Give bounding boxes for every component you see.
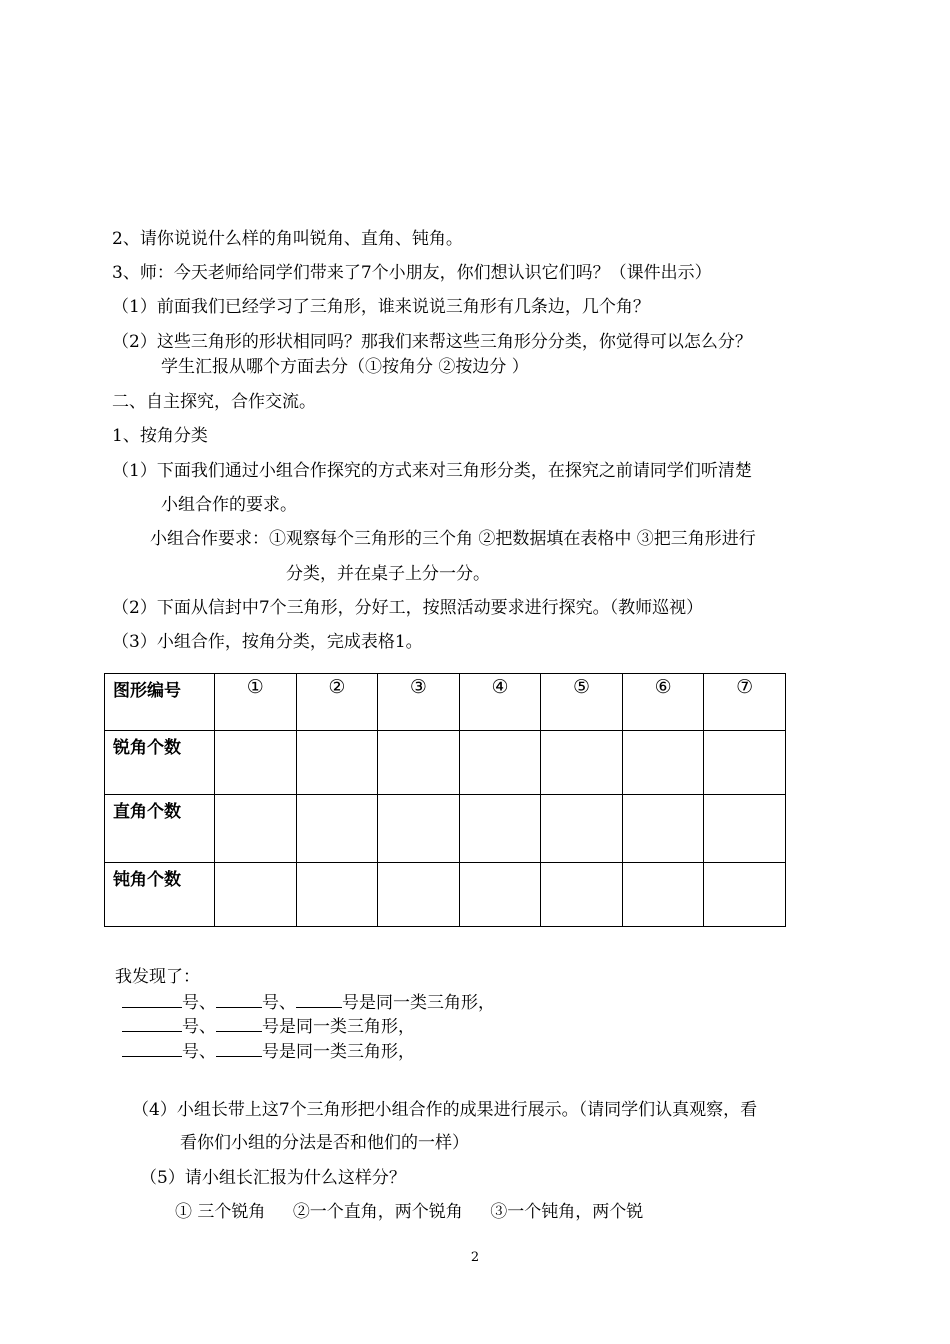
table-row-obtuse	[105, 863, 786, 927]
table-row-acute	[105, 731, 786, 795]
section-heading: 二、自主探究，合作交流。	[112, 392, 316, 412]
line-explore-1-cont: 小组合作的要求。	[161, 495, 297, 515]
line-show-4-cont: 看你们小组的分法是否和他们的一样）	[180, 1133, 469, 1153]
cell-row-label-right: 直角个数	[105, 795, 215, 863]
table-cell[interactable]	[296, 863, 378, 927]
hao-text: 号、	[182, 993, 216, 1013]
answer-3: ③一个钝角，两个锐	[490, 1202, 644, 1222]
table-cell[interactable]	[296, 795, 378, 863]
discovery-title: 我发现了：	[115, 967, 200, 987]
subsection-heading: 1、按角分类	[112, 426, 208, 446]
line-explore-1: （1）下面我们通过小组合作探究的方式来对三角形分类，在探究之前请同学们听清楚	[112, 461, 752, 481]
line-explore-3: （3）小组合作，按角分类，完成表格1。	[112, 632, 423, 652]
table-cell[interactable]	[459, 863, 541, 927]
line-3-teacher: 3、师：今天老师给同学们带来了7个小朋友，你们想认识它们吗？（课件出示）	[112, 263, 712, 283]
table-cell[interactable]	[459, 731, 541, 795]
discovery-line-1	[122, 991, 495, 1014]
discovery-line-3	[122, 1040, 415, 1063]
table-cell[interactable]	[215, 795, 297, 863]
table-cell[interactable]	[378, 731, 460, 795]
line-report: 学生汇报从哪个方面去分（①按角分 ②按边分 ）	[161, 357, 529, 377]
requirements: 小组合作要求：①观察每个三角形的三个角 ②把数据填在表格中 ③把三角形进行	[150, 529, 756, 549]
hao-end-text: 号是同一类三角形，	[262, 1042, 415, 1062]
table-cell[interactable]	[296, 731, 378, 795]
line-sub-2: （2）这些三角形的形状相同吗？那我们来帮这些三角形分分类，你觉得可以怎么分？	[112, 332, 752, 352]
blank-field[interactable]	[122, 991, 182, 1008]
line-explore-2: （2）下面从信封中7个三角形，分好工，按照活动要求进行探究。（教师巡视）	[112, 598, 704, 618]
cell-number-4: ④	[459, 674, 541, 731]
hao-end-text: 号是同一类三角形，	[342, 993, 495, 1013]
table-cell[interactable]	[704, 795, 786, 863]
table-cell[interactable]	[622, 795, 704, 863]
cell-number-2: ②	[296, 674, 378, 731]
line-report-5: （5）请小组长汇报为什么这样分？	[140, 1168, 406, 1188]
table-row-right	[105, 795, 786, 863]
cell-number-1: ①	[215, 674, 297, 731]
blank-field[interactable]	[216, 1040, 262, 1057]
cell-number-6: ⑥	[622, 674, 704, 731]
table-cell[interactable]	[215, 863, 297, 927]
table-cell[interactable]	[622, 731, 704, 795]
answer-2: ②一个直角，两个锐角	[292, 1202, 463, 1222]
line-show-4: （4）小组长带上这7个三角形把小组合作的成果进行展示。（请同学们认真观察，看	[132, 1100, 758, 1120]
hao-end-text: 号是同一类三角形，	[262, 1017, 415, 1037]
answers-line	[175, 1201, 643, 1223]
angle-table	[104, 673, 786, 927]
line-sub-1: （1）前面我们已经学习了三角形，谁来说说三角形有几条边，几个角？	[112, 297, 650, 317]
cell-header-label: 图形编号	[105, 674, 215, 731]
table-cell[interactable]	[459, 795, 541, 863]
line-2-question: 2、请你说说什么样的角叫锐角、直角、钝角。	[112, 229, 463, 249]
blank-field[interactable]	[216, 1015, 262, 1032]
requirements-cont: 分类，并在桌子上分一分。	[286, 564, 490, 584]
blank-field[interactable]	[216, 991, 262, 1008]
blank-field[interactable]	[122, 1015, 182, 1032]
hao-text: 号、	[182, 1042, 216, 1062]
blank-field[interactable]	[122, 1040, 182, 1057]
table-cell[interactable]	[704, 731, 786, 795]
cell-row-label-obtuse: 钝角个数	[105, 863, 215, 927]
cell-row-label-acute: 锐角个数	[105, 731, 215, 795]
hao-text: 号、	[182, 1017, 216, 1037]
table-cell[interactable]	[541, 795, 623, 863]
table-cell[interactable]	[541, 731, 623, 795]
table-cell[interactable]	[704, 863, 786, 927]
cell-number-3: ③	[378, 674, 460, 731]
page-number: 2	[470, 1250, 480, 1265]
table-row-header	[105, 674, 786, 731]
cell-number-5: ⑤	[541, 674, 623, 731]
cell-number-7: ⑦	[704, 674, 786, 731]
table-cell[interactable]	[378, 795, 460, 863]
table-cell[interactable]	[378, 863, 460, 927]
discovery-line-2	[122, 1015, 415, 1038]
hao-text: 号、	[262, 993, 296, 1013]
answer-1: ① 三个锐角	[175, 1202, 266, 1222]
table-cell[interactable]	[215, 731, 297, 795]
table-cell[interactable]	[541, 863, 623, 927]
blank-field[interactable]	[296, 991, 342, 1008]
table-cell[interactable]	[622, 863, 704, 927]
